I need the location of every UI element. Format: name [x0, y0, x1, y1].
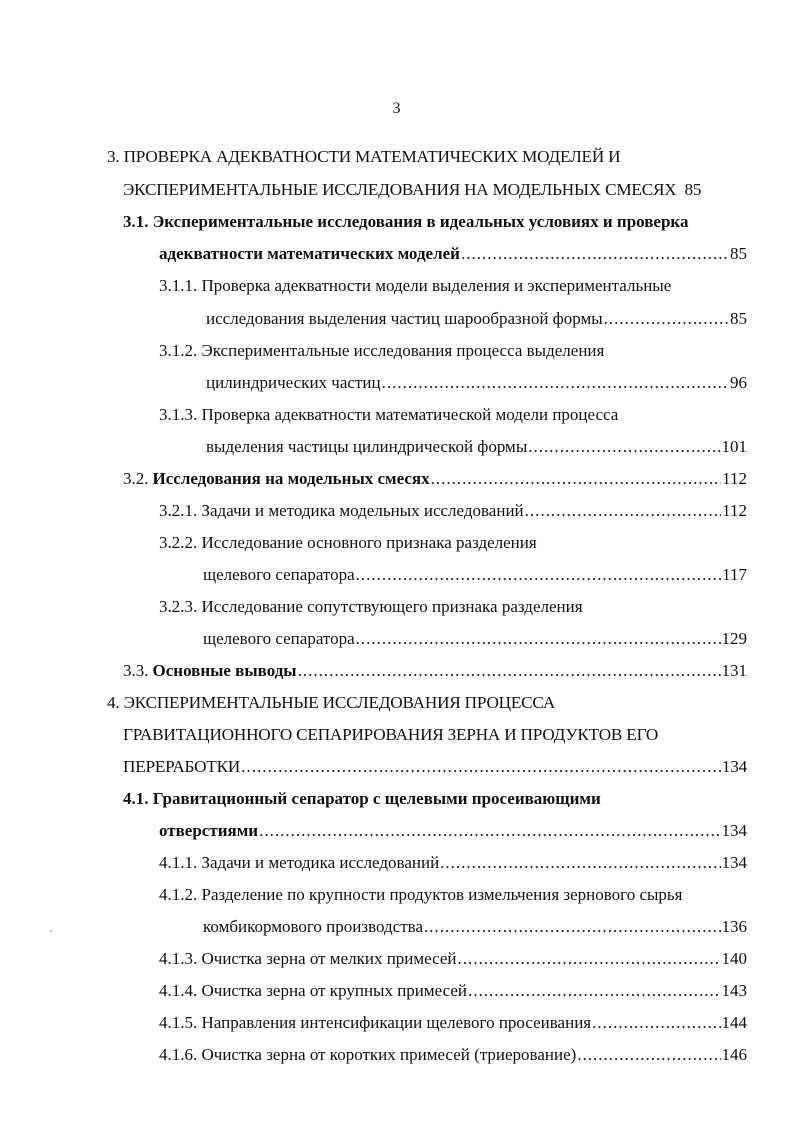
- toc-subsection-4-1-1-title: 4.1.1. Задачи и методика исследований: [159, 853, 440, 872]
- dot-leader: [577, 1043, 720, 1067]
- toc-subsection-4-1-3-entry[interactable]: [159, 947, 747, 971]
- toc-subsection-3-1-2-entry[interactable]: [206, 371, 747, 395]
- toc-section-3-3-page: 131: [721, 661, 747, 680]
- toc-subsection-3-1-1-page: 85: [730, 309, 747, 328]
- dot-leader: [241, 755, 721, 779]
- dot-leader: [461, 242, 729, 266]
- toc-section-3-1-page: 85: [730, 244, 747, 263]
- toc-subsection-3-2-1-page: 112: [722, 501, 747, 520]
- toc-subsection-3-2-1-entry[interactable]: [159, 499, 747, 523]
- dot-leader: [468, 979, 720, 1003]
- toc-subsection-3-2-2-line1: 3.2.2. Исследование основного признака разделения: [159, 533, 537, 552]
- toc-subsection-3-1-1-title: исследования выделения частиц шарообразной формы: [206, 309, 603, 328]
- toc-section-3-3-number: 3.3.: [123, 661, 149, 680]
- toc-subsection-4-1-5-title: 4.1.5. Направления интенсификации щелевого просеивания: [159, 1013, 592, 1032]
- dot-leader: [592, 1011, 720, 1035]
- toc-subsection-4-1-3-title: 4.1.3. Очистка зерна от мелких примесей: [159, 949, 457, 968]
- toc-subsection-4-1-1-entry[interactable]: [159, 851, 747, 875]
- toc-chapter-3-line2[interactable]: [123, 178, 701, 202]
- toc-subsection-3-2-2-entry[interactable]: [203, 563, 747, 587]
- toc-section-4-1-entry[interactable]: [159, 819, 747, 843]
- toc-subsection-3-2-3-line1: 3.2.3. Исследование сопутствующего признака разделения: [159, 597, 583, 616]
- toc-section-3-2-page: 112: [722, 469, 747, 488]
- toc-chapter-3-line1: 3. ПРОВЕРКА АДЕКВАТНОСТИ МАТЕМАТИЧЕСКИХ МОДЕЛЕЙ И: [107, 147, 621, 166]
- toc-subsection-4-1-4-page: 143: [721, 981, 747, 1000]
- dot-leader: [356, 563, 721, 587]
- dot-leader: [525, 499, 721, 523]
- toc-section-3-2-title: Исследования на модельных смесях: [152, 469, 430, 488]
- dot-leader: [604, 307, 729, 331]
- toc-section-4-1-title: отверстиями: [159, 821, 259, 840]
- toc-chapter-4-title: ПЕРЕРАБОТКИ: [123, 757, 241, 776]
- toc-section-3-2-number: 3.2.: [123, 469, 149, 488]
- toc-section-3-1-title: адекватности математических моделей: [159, 244, 460, 263]
- toc-section-4-1-line1: 4.1. Гравитационный сепаратор с щелевыми просеивающими: [123, 789, 601, 808]
- toc-section-4-1-page: 134: [721, 821, 747, 840]
- dot-leader: [440, 851, 720, 875]
- dot-leader: [458, 947, 721, 971]
- toc-section-3-3-entry[interactable]: [123, 659, 747, 683]
- dot-leader: [424, 915, 721, 939]
- dot-leader: [259, 819, 720, 843]
- toc-subsection-3-2-1-title: 3.2.1. Задачи и методика модельных исследований: [159, 501, 524, 520]
- toc-chapter-4-page: 134: [721, 757, 747, 776]
- toc-subsection-4-1-6-page: 146: [721, 1045, 747, 1064]
- toc-chapter-4-entry[interactable]: [123, 755, 747, 779]
- toc-subsection-4-1-1-page: 134: [721, 853, 747, 872]
- toc-subsection-4-1-3-page: 140: [721, 949, 747, 968]
- toc-chapter-3-page: 85: [684, 180, 702, 199]
- toc-subsection-4-1-4-entry[interactable]: [159, 979, 747, 1003]
- toc-subsection-4-1-2-entry[interactable]: [203, 915, 747, 939]
- dot-leader: [431, 467, 722, 491]
- toc-section-3-3-title: Основные выводы: [152, 661, 297, 680]
- toc-subsection-3-2-2-page: 117: [722, 565, 747, 584]
- toc-subsection-3-1-3-entry[interactable]: [206, 435, 747, 459]
- dot-leader: [298, 659, 721, 683]
- toc-chapter-3-title: ЭКСПЕРИМЕНТАЛЬНЫЕ ИССЛЕДОВАНИЯ НА МОДЕЛЬНЫХ СМЕСЯХ: [123, 180, 677, 199]
- dot-leader: [382, 371, 729, 395]
- toc-chapter-4-line1: 4. ЭКСПЕРИМЕНТАЛЬНЫЕ ИССЛЕДОВАНИЯ ПРОЦЕССА: [107, 693, 556, 712]
- toc-subsection-4-1-4-title: 4.1.4. Очистка зерна от крупных примесей: [159, 981, 468, 1000]
- toc-subsection-3-2-3-title: щелевого сепаратора: [203, 629, 355, 648]
- toc-chapter-4-line2: ГРАВИТАЦИОННОГО СЕПАРИРОВАНИЯ ЗЕРНА И ПРОДУКТОВ ЕГО: [123, 725, 659, 744]
- toc-subsection-3-1-1-line1: 3.1.1. Проверка адекватности модели выделения и экспериментальные: [159, 276, 672, 295]
- scan-speck: [50, 930, 52, 932]
- dot-leader: [528, 435, 720, 459]
- toc-section-3-1-line1: 3.1. Экспериментальные исследования в идеальных условиях и проверка: [123, 212, 689, 231]
- toc-subsection-4-1-5-entry[interactable]: [159, 1011, 747, 1035]
- toc-subsection-4-1-2-line1: 4.1.2. Разделение по крупности продуктов измельчения зернового сырья: [159, 885, 683, 904]
- toc-section-3-2-entry[interactable]: [123, 467, 747, 491]
- toc-subsection-3-1-3-line1: 3.1.3. Проверка адекватности математической модели процесса: [159, 405, 619, 424]
- toc-subsection-3-1-3-page: 101: [721, 437, 747, 456]
- toc-subsection-3-1-3-title: выделения частицы цилиндрической формы: [206, 437, 528, 456]
- toc-subsection-3-2-3-page: 129: [721, 629, 747, 648]
- toc-subsection-4-1-6-title: 4.1.6. Очистка зерна от коротких примесей (триерование): [159, 1045, 577, 1064]
- toc-subsection-3-1-1-entry[interactable]: [206, 307, 747, 331]
- toc-subsection-3-2-2-title: щелевого сепаратора: [203, 565, 355, 584]
- toc-subsection-3-1-2-title: цилиндрических частиц: [206, 373, 381, 392]
- toc-subsection-4-1-2-title: комбикормового производства: [203, 917, 423, 936]
- toc-subsection-3-1-2-page: 96: [730, 373, 747, 392]
- toc-subsection-3-2-3-entry[interactable]: [203, 627, 747, 651]
- page-number: 3: [392, 100, 401, 117]
- toc-section-3-1-entry[interactable]: [159, 242, 747, 266]
- toc-subsection-3-1-2-line1: 3.1.2. Экспериментальные исследования процесса выделения: [159, 341, 605, 360]
- dot-leader: [356, 627, 721, 651]
- toc-subsection-4-1-5-page: 144: [721, 1013, 747, 1032]
- toc-subsection-4-1-6-entry[interactable]: [159, 1043, 747, 1067]
- toc-subsection-4-1-2-page: 136: [721, 917, 747, 936]
